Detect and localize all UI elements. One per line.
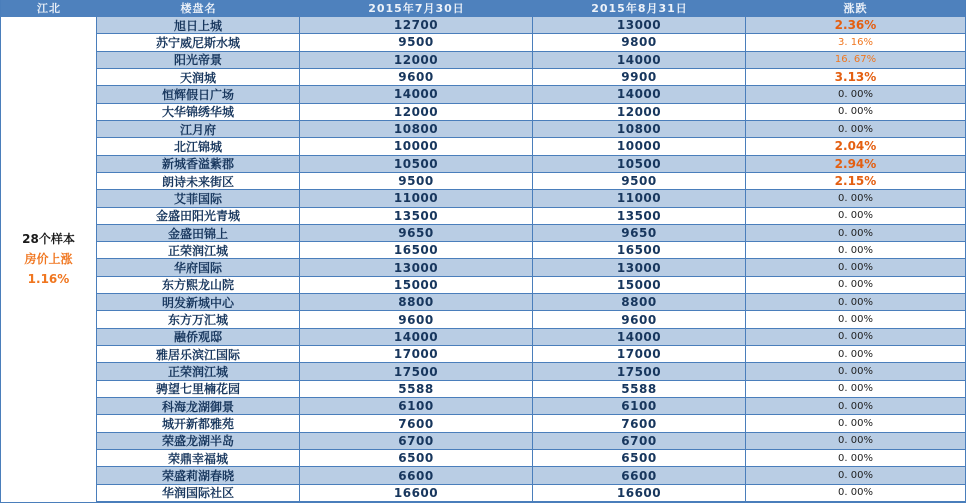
row-13-price-august[interactable]: 9650	[533, 225, 746, 242]
row-17-property-name[interactable]: 明发新城中心	[97, 294, 300, 311]
row-27-change-percent[interactable]: 0. 00%	[746, 467, 965, 484]
header-date-july[interactable]: 2015年7月30日	[368, 2, 465, 15]
row-1-price-august[interactable]: 13000	[533, 17, 746, 34]
row-5-price-august[interactable]: 14000	[533, 86, 746, 103]
row-2-price-july[interactable]: 9500	[300, 34, 533, 51]
row-24-price-july[interactable]: 7600	[300, 415, 533, 432]
row-16-property-name[interactable]: 东方熙龙山院	[97, 277, 300, 294]
row-20-price-july[interactable]: 17000	[300, 346, 533, 363]
row-11-price-august[interactable]: 11000	[533, 190, 746, 207]
row-14-price-july[interactable]: 16500	[300, 242, 533, 259]
row-15-price-august[interactable]: 13000	[533, 259, 746, 276]
row-7-change-percent[interactable]: 0. 00%	[746, 121, 965, 138]
row-14-property-name[interactable]: 正荣润江城	[97, 242, 300, 259]
row-12-change-percent[interactable]: 0. 00%	[746, 208, 965, 225]
row-25-change-percent[interactable]: 0. 00%	[746, 433, 965, 450]
row-28-price-august[interactable]: 16600	[533, 485, 746, 502]
sample-count-label: 28个样本	[22, 231, 75, 246]
row-2-change-percent[interactable]: 3. 16%	[746, 34, 965, 51]
row-16-change-percent[interactable]: 0. 00%	[746, 277, 965, 294]
row-23-property-name[interactable]: 科海龙湖御景	[97, 398, 300, 415]
header-region[interactable]: 江北	[37, 2, 61, 15]
row-1-change-percent[interactable]: 2.36%	[746, 17, 965, 34]
row-3-price-july[interactable]: 12000	[300, 52, 533, 69]
row-2-property-name[interactable]: 苏宁威尼斯水城	[97, 34, 300, 51]
row-18-price-july[interactable]: 9600	[300, 311, 533, 328]
region-summary-cell[interactable]	[1, 17, 97, 502]
row-20-price-august[interactable]: 17000	[533, 346, 746, 363]
row-28-price-july[interactable]: 16600	[300, 485, 533, 502]
row-23-price-july[interactable]: 6100	[300, 398, 533, 415]
row-4-price-august[interactable]: 9900	[533, 69, 746, 86]
row-5-property-name[interactable]: 恒辉假日广场	[97, 86, 300, 103]
row-11-change-percent[interactable]: 0. 00%	[746, 190, 965, 207]
row-24-change-percent[interactable]: 0. 00%	[746, 415, 965, 432]
row-10-price-july[interactable]: 9500	[300, 173, 533, 190]
row-15-price-july[interactable]: 13000	[300, 259, 533, 276]
row-4-change-percent[interactable]: 3.13%	[746, 69, 965, 86]
row-27-price-july[interactable]: 6600	[300, 467, 533, 484]
row-25-price-august[interactable]: 6700	[533, 433, 746, 450]
row-23-price-august[interactable]: 6100	[533, 398, 746, 415]
row-8-price-august[interactable]: 10000	[533, 138, 746, 155]
row-18-change-percent[interactable]: 0. 00%	[746, 311, 965, 328]
row-3-price-august[interactable]: 14000	[533, 52, 746, 69]
row-25-price-july[interactable]: 6700	[300, 433, 533, 450]
row-13-price-july[interactable]: 9650	[300, 225, 533, 242]
row-23-change-percent[interactable]: 0. 00%	[746, 398, 965, 415]
row-5-change-percent[interactable]: 0. 00%	[746, 86, 965, 103]
row-6-change-percent[interactable]: 0. 00%	[746, 104, 965, 121]
row-22-change-percent[interactable]: 0. 00%	[746, 381, 965, 398]
row-20-change-percent[interactable]: 0. 00%	[746, 346, 965, 363]
row-7-price-july[interactable]: 10800	[300, 121, 533, 138]
row-25-property-name[interactable]: 荣盛龙湖半岛	[97, 433, 300, 450]
row-22-price-july[interactable]: 5588	[300, 381, 533, 398]
row-28-property-name[interactable]: 华润国际社区	[97, 485, 300, 502]
row-21-change-percent[interactable]: 0. 00%	[746, 363, 965, 380]
row-16-price-july[interactable]: 15000	[300, 277, 533, 294]
row-12-price-august[interactable]: 13500	[533, 208, 746, 225]
row-15-change-percent[interactable]: 0. 00%	[746, 259, 965, 276]
trend-percent: 1.16%	[27, 271, 70, 286]
row-2-price-august[interactable]: 9800	[533, 34, 746, 51]
row-19-change-percent[interactable]: 0. 00%	[746, 329, 965, 346]
row-22-price-august[interactable]: 5588	[533, 381, 746, 398]
row-27-property-name[interactable]: 荣盛莉湖春晓	[97, 467, 300, 484]
row-13-property-name[interactable]: 金盛田锦上	[97, 225, 300, 242]
row-26-change-percent[interactable]: 0. 00%	[746, 450, 965, 467]
header-change[interactable]: 涨跌	[843, 2, 868, 15]
row-8-change-percent[interactable]: 2.04%	[746, 138, 965, 155]
row-26-price-august[interactable]: 6500	[533, 450, 746, 467]
row-14-price-august[interactable]: 16500	[533, 242, 746, 259]
row-8-price-july[interactable]: 10000	[300, 138, 533, 155]
row-21-property-name[interactable]: 正荣润江城	[97, 363, 300, 380]
row-16-price-august[interactable]: 15000	[533, 277, 746, 294]
row-11-price-july[interactable]: 11000	[300, 190, 533, 207]
table-body	[1, 17, 965, 502]
row-27-price-august[interactable]: 6600	[533, 467, 746, 484]
trend-label: 房价上涨	[24, 251, 73, 266]
row-7-property-name[interactable]: 江月府	[97, 121, 300, 138]
row-6-property-name[interactable]: 大华锦绣华城	[97, 104, 300, 121]
row-10-property-name[interactable]: 朗诗未来街区	[97, 173, 300, 190]
row-21-price-august[interactable]: 17500	[533, 363, 746, 380]
row-18-property-name[interactable]: 东方万汇城	[97, 311, 300, 328]
row-4-price-july[interactable]: 9600	[300, 69, 533, 86]
row-1-price-july[interactable]: 12700	[300, 17, 533, 34]
row-9-property-name[interactable]: 新城香溢紫郡	[97, 156, 300, 173]
row-12-property-name[interactable]: 金盛田阳光青城	[97, 208, 300, 225]
row-22-property-name[interactable]: 骋望七里楠花园	[97, 381, 300, 398]
row-3-change-percent[interactable]: 16. 67%	[746, 52, 965, 69]
row-3-property-name[interactable]: 阳光帝景	[97, 52, 300, 69]
row-19-price-august[interactable]: 14000	[533, 329, 746, 346]
row-24-property-name[interactable]: 城开新都雅苑	[97, 415, 300, 432]
row-21-price-july[interactable]: 17500	[300, 363, 533, 380]
row-11-property-name[interactable]: 艾菲国际	[97, 190, 300, 207]
row-17-price-august[interactable]: 8800	[533, 294, 746, 311]
row-15-property-name[interactable]: 华府国际	[97, 259, 300, 276]
row-24-price-august[interactable]: 7600	[533, 415, 746, 432]
row-20-property-name[interactable]: 雅居乐滨江国际	[97, 346, 300, 363]
row-17-price-july[interactable]: 8800	[300, 294, 533, 311]
row-1-property-name[interactable]: 旭日上城	[97, 17, 300, 34]
row-7-price-august[interactable]: 10800	[533, 121, 746, 138]
row-18-price-august[interactable]: 9600	[533, 311, 746, 328]
row-28-change-percent[interactable]: 0. 00%	[746, 485, 965, 502]
row-9-change-percent[interactable]: 2.94%	[746, 156, 965, 173]
row-26-property-name[interactable]: 荣鼎幸福城	[97, 450, 300, 467]
row-10-price-august[interactable]: 9500	[533, 173, 746, 190]
header-property-name[interactable]: 楼盘名	[180, 2, 217, 15]
row-9-price-august[interactable]: 10500	[533, 156, 746, 173]
row-19-property-name[interactable]: 融侨观邸	[97, 329, 300, 346]
row-10-change-percent[interactable]: 2.15%	[746, 173, 965, 190]
row-6-price-august[interactable]: 12000	[533, 104, 746, 121]
row-26-price-july[interactable]: 6500	[300, 450, 533, 467]
row-14-change-percent[interactable]: 0. 00%	[746, 242, 965, 259]
header-date-august[interactable]: 2015年8月31日	[591, 2, 688, 15]
row-12-price-july[interactable]: 13500	[300, 208, 533, 225]
row-5-price-july[interactable]: 14000	[300, 86, 533, 103]
table-header-row	[1, 0, 965, 17]
row-13-change-percent[interactable]: 0. 00%	[746, 225, 965, 242]
row-19-price-july[interactable]: 14000	[300, 329, 533, 346]
row-6-price-july[interactable]: 12000	[300, 104, 533, 121]
row-8-property-name[interactable]: 北江锦城	[97, 138, 300, 155]
row-17-change-percent[interactable]: 0. 00%	[746, 294, 965, 311]
row-4-property-name[interactable]: 天润城	[97, 69, 300, 86]
row-9-price-july[interactable]: 10500	[300, 156, 533, 173]
